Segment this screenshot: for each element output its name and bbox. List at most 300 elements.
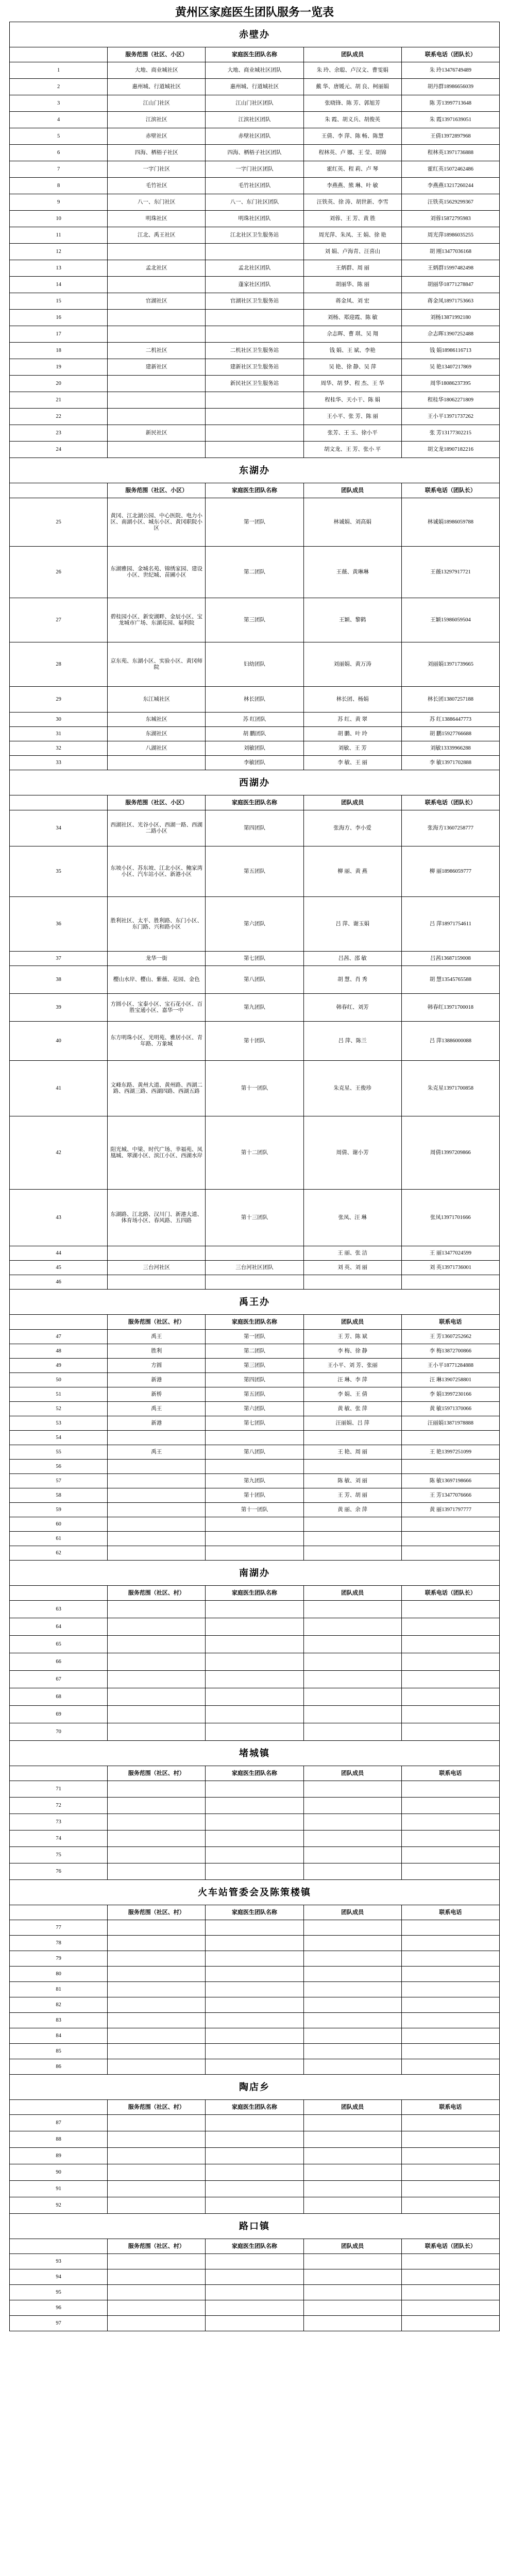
table-row [10, 2115, 500, 2131]
team-name: 四海、栖梧子社区团队 [206, 145, 303, 161]
team-members [303, 1847, 401, 1863]
service-area: 东方明珠小区、光明苑、雅居小区、青年路、万象城 [108, 1022, 206, 1061]
table-row [10, 2164, 500, 2181]
service-area: 八湖社区 [108, 741, 206, 756]
contact-phone [401, 1997, 499, 2013]
team-name [206, 2316, 303, 2331]
section-heading-row [10, 1561, 500, 1586]
contact-phone: 王小平13971737262 [401, 409, 499, 425]
contact-phone: 王炳群15997482498 [401, 260, 499, 277]
table-row [10, 897, 500, 952]
team-name [206, 2164, 303, 2181]
service-area [108, 1474, 206, 1488]
contact-phone [401, 1275, 499, 1290]
column-header-row [10, 47, 500, 62]
service-area [108, 1706, 206, 1723]
contact-phone: 林长团13807257188 [401, 687, 499, 713]
row-number: 18 [10, 343, 108, 359]
table-row [10, 1022, 500, 1061]
team-name: 第八团队 [206, 966, 303, 994]
section-title: 禹王办 [10, 1290, 500, 1315]
team-table-body [10, 22, 500, 2331]
column-header: 联系电话 [401, 2100, 499, 2115]
row-number: 50 [10, 1373, 108, 1387]
column-header: 团队成员 [303, 1905, 401, 1920]
row-number: 37 [10, 952, 108, 966]
team-members: 张海方、李小爱 [303, 810, 401, 846]
column-header: 团队成员 [303, 1586, 401, 1601]
contact-phone: 吴 艳13407217869 [401, 359, 499, 376]
table-row [10, 727, 500, 741]
team-name: 三台河社区团队 [206, 1261, 303, 1275]
contact-phone: 吕茜13687159008 [401, 952, 499, 966]
row-number: 38 [10, 966, 108, 994]
contact-phone: 柳 丽18986059777 [401, 846, 499, 897]
row-number: 6 [10, 145, 108, 161]
contact-phone [401, 1982, 499, 1997]
contact-phone: 胡丹群18986656039 [401, 79, 499, 95]
team-name: 江北社区卫生服务站 [206, 227, 303, 244]
service-area [108, 1997, 206, 2013]
table-row [10, 1601, 500, 1618]
document-title: 黄州区家庭医生团队服务一览表 [175, 6, 334, 19]
table-row [10, 687, 500, 713]
team-members [303, 2316, 401, 2331]
team-name [206, 1246, 303, 1261]
service-area [108, 2181, 206, 2197]
contact-phone: 陈 敏13697198666 [401, 1474, 499, 1488]
service-area [108, 1798, 206, 1814]
contact-phone: 胡 慧13545765588 [401, 966, 499, 994]
service-area: 龙华一街 [108, 952, 206, 966]
team-name: 第十一团队 [206, 1061, 303, 1116]
contact-phone [401, 2254, 499, 2269]
team-members [303, 1814, 401, 1831]
team-name: 第十二团队 [206, 1116, 303, 1190]
contact-phone [401, 2164, 499, 2181]
table-row [10, 2316, 500, 2331]
table-row [10, 1781, 500, 1798]
contact-phone [401, 1814, 499, 1831]
team-members [303, 1653, 401, 1671]
table-row [10, 343, 500, 359]
service-area [108, 1814, 206, 1831]
service-area: 赤壁社区 [108, 128, 206, 145]
row-number: 57 [10, 1474, 108, 1488]
service-area: 樱山水岸、樱山、紫薇、花园、金色 [108, 966, 206, 994]
contact-phone [401, 2115, 499, 2131]
table-row [10, 2013, 500, 2028]
service-area: 胜利社区、太平、胜利路、东门小区、东门路、兴和路小区 [108, 897, 206, 952]
service-area: 八一、东门社区 [108, 194, 206, 211]
table-row [10, 1330, 500, 1344]
team-members [303, 2254, 401, 2269]
service-area [108, 1431, 206, 1445]
contact-phone [401, 2148, 499, 2164]
team-members: 柳 丽、黄 燕 [303, 846, 401, 897]
service-area [108, 2269, 206, 2285]
row-number: 31 [10, 727, 108, 741]
table-row [10, 376, 500, 392]
row-number: 76 [10, 1863, 108, 1880]
team-name [206, 1936, 303, 1951]
service-area [108, 1831, 206, 1847]
service-area: 东湖路、江北路、汉川门、新港大道、体育场小区、春风路、五四路 [108, 1190, 206, 1246]
column-header: 家庭医生团队名称 [206, 1315, 303, 1330]
row-number: 77 [10, 1920, 108, 1936]
team-name: 新民社区卫生服务站 [206, 376, 303, 392]
team-name: 胡 鹏团队 [206, 727, 303, 741]
team-name [206, 1831, 303, 1847]
team-members: 周华、胡 梦、程 杰、王 华 [303, 376, 401, 392]
row-number: 92 [10, 2197, 108, 2214]
contact-phone: 黄 丽13971797777 [401, 1503, 499, 1517]
team-name: 第六团队 [206, 1402, 303, 1416]
column-header-row [10, 1905, 500, 1920]
service-area: 东湖雅园、金城名苑、锦绣家园、建设小区、世纪城、苗圃小区 [108, 547, 206, 598]
row-number: 13 [10, 260, 108, 277]
team-name [206, 1517, 303, 1532]
table-row [10, 1688, 500, 1706]
column-header-row [10, 483, 500, 498]
table-row [10, 2254, 500, 2269]
table-row [10, 1997, 500, 2013]
column-header: 服务范围（社区、村） [108, 1586, 206, 1601]
service-area [108, 756, 206, 770]
contact-phone [401, 2300, 499, 2316]
team-members [303, 2285, 401, 2300]
contact-phone [401, 1781, 499, 1798]
service-area [108, 2164, 206, 2181]
table-row [10, 1982, 500, 1997]
contact-phone [401, 1431, 499, 1445]
team-members: 王 艳、周 丽 [303, 1445, 401, 1460]
table-row [10, 1344, 500, 1359]
team-members: 周倩、谢小芳 [303, 1116, 401, 1190]
table-row [10, 178, 500, 194]
row-number: 16 [10, 310, 108, 326]
row-number: 28 [10, 642, 108, 687]
team-members: 周光萍、朱凤、王 娟、徐 艳 [303, 227, 401, 244]
table-row [10, 326, 500, 343]
service-area [108, 1688, 206, 1706]
table-row [10, 1416, 500, 1431]
row-number: 19 [10, 359, 108, 376]
row-number: 3 [10, 95, 108, 112]
team-name [206, 1601, 303, 1618]
team-members [303, 1517, 401, 1532]
team-name [206, 1863, 303, 1880]
service-area: 江北、禹王社区 [108, 227, 206, 244]
table-row [10, 442, 500, 458]
service-area: 二机社区 [108, 343, 206, 359]
row-number: 68 [10, 1688, 108, 1706]
section-heading-row [10, 1880, 500, 1905]
contact-phone: 汪 琳13907258801 [401, 1373, 499, 1387]
team-name [206, 1671, 303, 1688]
contact-phone [401, 2028, 499, 2044]
contact-phone [401, 2269, 499, 2285]
table-row [10, 128, 500, 145]
row-number: 25 [10, 498, 108, 547]
table-row [10, 194, 500, 211]
table-row [10, 1618, 500, 1636]
contact-phone: 刘 英13971736001 [401, 1261, 499, 1275]
team-name [206, 2148, 303, 2164]
table-row [10, 1936, 500, 1951]
team-name [206, 1275, 303, 1290]
team-name: 大地、商业城社区团队 [206, 62, 303, 79]
service-area [108, 2131, 206, 2148]
table-row [10, 409, 500, 425]
column-header: 服务范围（社区、村） [108, 1315, 206, 1330]
contact-phone: 吕 萍13886000088 [401, 1022, 499, 1061]
row-number: 94 [10, 2269, 108, 2285]
team-name [206, 310, 303, 326]
row-number: 9 [10, 194, 108, 211]
table-row [10, 1863, 500, 1880]
contact-phone [401, 1936, 499, 1951]
contact-phone: 汪丽娟13871978888 [401, 1416, 499, 1431]
team-members [303, 1601, 401, 1618]
table-row [10, 756, 500, 770]
team-name: 蓬家社区团队 [206, 277, 303, 293]
team-members: 吕 萍、陈兰 [303, 1022, 401, 1061]
service-area [108, 277, 206, 293]
contact-phone: 程桂华18062271809 [401, 392, 499, 409]
row-number: 91 [10, 2181, 108, 2197]
contact-phone: 刘敏13339966288 [401, 741, 499, 756]
team-name [206, 1951, 303, 1967]
team-members [303, 2059, 401, 2075]
row-number: 10 [10, 211, 108, 227]
service-area [108, 310, 206, 326]
table-row [10, 1359, 500, 1373]
service-area [108, 1601, 206, 1618]
team-name [206, 1706, 303, 1723]
table-row [10, 227, 500, 244]
column-header: 家庭医生团队名称 [206, 795, 303, 810]
row-number: 79 [10, 1951, 108, 1967]
team-name: 孟北社区团队 [206, 260, 303, 277]
table-row [10, 244, 500, 260]
team-name: 二机社区卫生服务站 [206, 343, 303, 359]
team-name [206, 2059, 303, 2075]
contact-phone: 周华18086237395 [401, 376, 499, 392]
team-members: 刘敏、王 芳 [303, 741, 401, 756]
section-title: 西湖办 [10, 770, 500, 795]
team-members: 刘丽娟、黄万涛 [303, 642, 401, 687]
team-members: 蒋金凤、刘 宏 [303, 293, 401, 310]
team-members [303, 1671, 401, 1688]
row-number: 51 [10, 1387, 108, 1402]
team-members [303, 1460, 401, 1474]
service-area: 禹王 [108, 1445, 206, 1460]
team-members [303, 1532, 401, 1546]
contact-phone [401, 1967, 499, 1982]
contact-phone: 李 梅13872700866 [401, 1344, 499, 1359]
row-number: 64 [10, 1618, 108, 1636]
table-row [10, 1831, 500, 1847]
team-name [206, 1636, 303, 1653]
table-row [10, 1190, 500, 1246]
team-members [303, 2148, 401, 2164]
service-area [108, 1275, 206, 1290]
contact-phone [401, 1920, 499, 1936]
row-number: 96 [10, 2300, 108, 2316]
team-members: 王薇、黄琳琳 [303, 547, 401, 598]
row-number: 66 [10, 1653, 108, 1671]
team-name [206, 1532, 303, 1546]
team-members: 朱 霞、胡义兵、胡俊英 [303, 112, 401, 128]
service-area: 一字门社区 [108, 161, 206, 178]
row-number: 89 [10, 2148, 108, 2164]
contact-phone: 周倩13997209866 [401, 1116, 499, 1190]
contact-phone: 李 娟13997230166 [401, 1387, 499, 1402]
row-number: 60 [10, 1517, 108, 1532]
contact-phone [401, 1671, 499, 1688]
service-area [108, 1863, 206, 1880]
service-area: 方圆小区、宝泰小区、宝石花小区、百胜宝通小区、嘉华一中 [108, 994, 206, 1022]
team-members [303, 1920, 401, 1936]
team-name [206, 2115, 303, 2131]
contact-phone: 林诚娟18986059788 [401, 498, 499, 547]
team-members: 林长团、杨娟 [303, 687, 401, 713]
column-header: 联系电话（团队长） [401, 483, 499, 498]
team-name: 赤壁社区团队 [206, 128, 303, 145]
table-row [10, 2181, 500, 2197]
row-number: 83 [10, 2013, 108, 2028]
row-number: 52 [10, 1402, 108, 1416]
team-name [206, 1460, 303, 1474]
row-number: 95 [10, 2285, 108, 2300]
column-header: 服务范围（社区、村） [108, 1905, 206, 1920]
row-number: 73 [10, 1814, 108, 1831]
column-header: 家庭医生团队名称 [206, 1905, 303, 1920]
team-name [206, 1967, 303, 1982]
contact-phone: 张海方13607258777 [401, 810, 499, 846]
contact-phone [401, 1517, 499, 1532]
team-members: 韩春红、刘芳 [303, 994, 401, 1022]
column-header-row [10, 2239, 500, 2254]
table-row [10, 2197, 500, 2214]
team-members: 程桂华、天小干、陈 娟 [303, 392, 401, 409]
row-number: 35 [10, 846, 108, 897]
team-name [206, 1653, 303, 1671]
column-header: 服务范围（社区、村） [108, 2100, 206, 2115]
row-number: 5 [10, 128, 108, 145]
row-number: 41 [10, 1061, 108, 1116]
table-row [10, 1275, 500, 1290]
team-members [303, 2181, 401, 2197]
table-row [10, 598, 500, 642]
service-area [108, 2044, 206, 2059]
team-name [206, 1798, 303, 1814]
team-name [206, 392, 303, 409]
column-header: 团队成员 [303, 483, 401, 498]
service-area: 西湖社区、光谷小区、西湖一路、西湖二路小区 [108, 810, 206, 846]
row-number: 97 [10, 2316, 108, 2331]
row-number: 26 [10, 547, 108, 598]
team-name [206, 1781, 303, 1798]
column-header: 服务范围（社区、小区） [108, 795, 206, 810]
table-row [10, 1636, 500, 1653]
team-members: 刘杨、郑迎霞、陈 敏 [303, 310, 401, 326]
service-area [108, 1920, 206, 1936]
team-members: 王 芳、陈 斌 [303, 1330, 401, 1344]
table-row [10, 1373, 500, 1387]
column-header: 服务范围（社区、村） [108, 2239, 206, 2254]
service-area: 胜利 [108, 1344, 206, 1359]
table-row [10, 1798, 500, 1814]
team-name [206, 2269, 303, 2285]
contact-phone: 韩春红13971700018 [401, 994, 499, 1022]
team-members [303, 1723, 401, 1741]
table-row [10, 1387, 500, 1402]
contact-phone: 钱 娟18986116713 [401, 343, 499, 359]
service-area: 阳光城、中梁、时代广场、幸福苑、凤凰城、翠湖小区、滨江小区、西湖水岸 [108, 1116, 206, 1190]
team-members: 胡丽华、陈 丽 [303, 277, 401, 293]
contact-phone [401, 2013, 499, 2028]
table-row [10, 2300, 500, 2316]
team-name: 八一、东门社区团队 [206, 194, 303, 211]
row-number: 36 [10, 897, 108, 952]
service-area [108, 1532, 206, 1546]
contact-phone [401, 2316, 499, 2331]
team-name: 第九团队 [206, 994, 303, 1022]
team-members [303, 1546, 401, 1561]
service-area: 明珠社区 [108, 211, 206, 227]
row-number: 63 [10, 1601, 108, 1618]
column-header: 团队成员 [303, 2100, 401, 2115]
team-name [206, 2285, 303, 2300]
service-area [108, 1488, 206, 1503]
service-area: 惠州城、行道城社区 [108, 79, 206, 95]
row-number: 86 [10, 2059, 108, 2075]
column-header [10, 1315, 108, 1330]
row-number: 61 [10, 1532, 108, 1546]
column-header: 联系电话 [401, 1905, 499, 1920]
row-number: 53 [10, 1416, 108, 1431]
table-row [10, 1488, 500, 1503]
contact-phone: 刘杨13871992180 [401, 310, 499, 326]
column-header: 团队成员 [303, 2239, 401, 2254]
service-area [108, 1546, 206, 1561]
team-members [303, 1936, 401, 1951]
team-name [206, 1920, 303, 1936]
team-name [206, 1431, 303, 1445]
contact-phone [401, 1831, 499, 1847]
row-number: 7 [10, 161, 108, 178]
team-name: 江滨社区团队 [206, 112, 303, 128]
row-number: 58 [10, 1488, 108, 1503]
team-members [303, 1863, 401, 1880]
column-header: 家庭医生团队名称 [206, 483, 303, 498]
team-name: 第十团队 [206, 1488, 303, 1503]
column-header: 团队成员 [303, 1766, 401, 1781]
team-name [206, 326, 303, 343]
column-header-row [10, 1586, 500, 1601]
row-number: 47 [10, 1330, 108, 1344]
table-row [10, 547, 500, 598]
column-header-row [10, 2100, 500, 2115]
service-area: 三台河社区 [108, 1261, 206, 1275]
table-row [10, 79, 500, 95]
service-area [108, 2197, 206, 2214]
team-members: 戴 华、唐媛元、胡 良、柯丽娟 [303, 79, 401, 95]
team-name: 第三团队 [206, 598, 303, 642]
team-name: 建新社区卫生服务站 [206, 359, 303, 376]
